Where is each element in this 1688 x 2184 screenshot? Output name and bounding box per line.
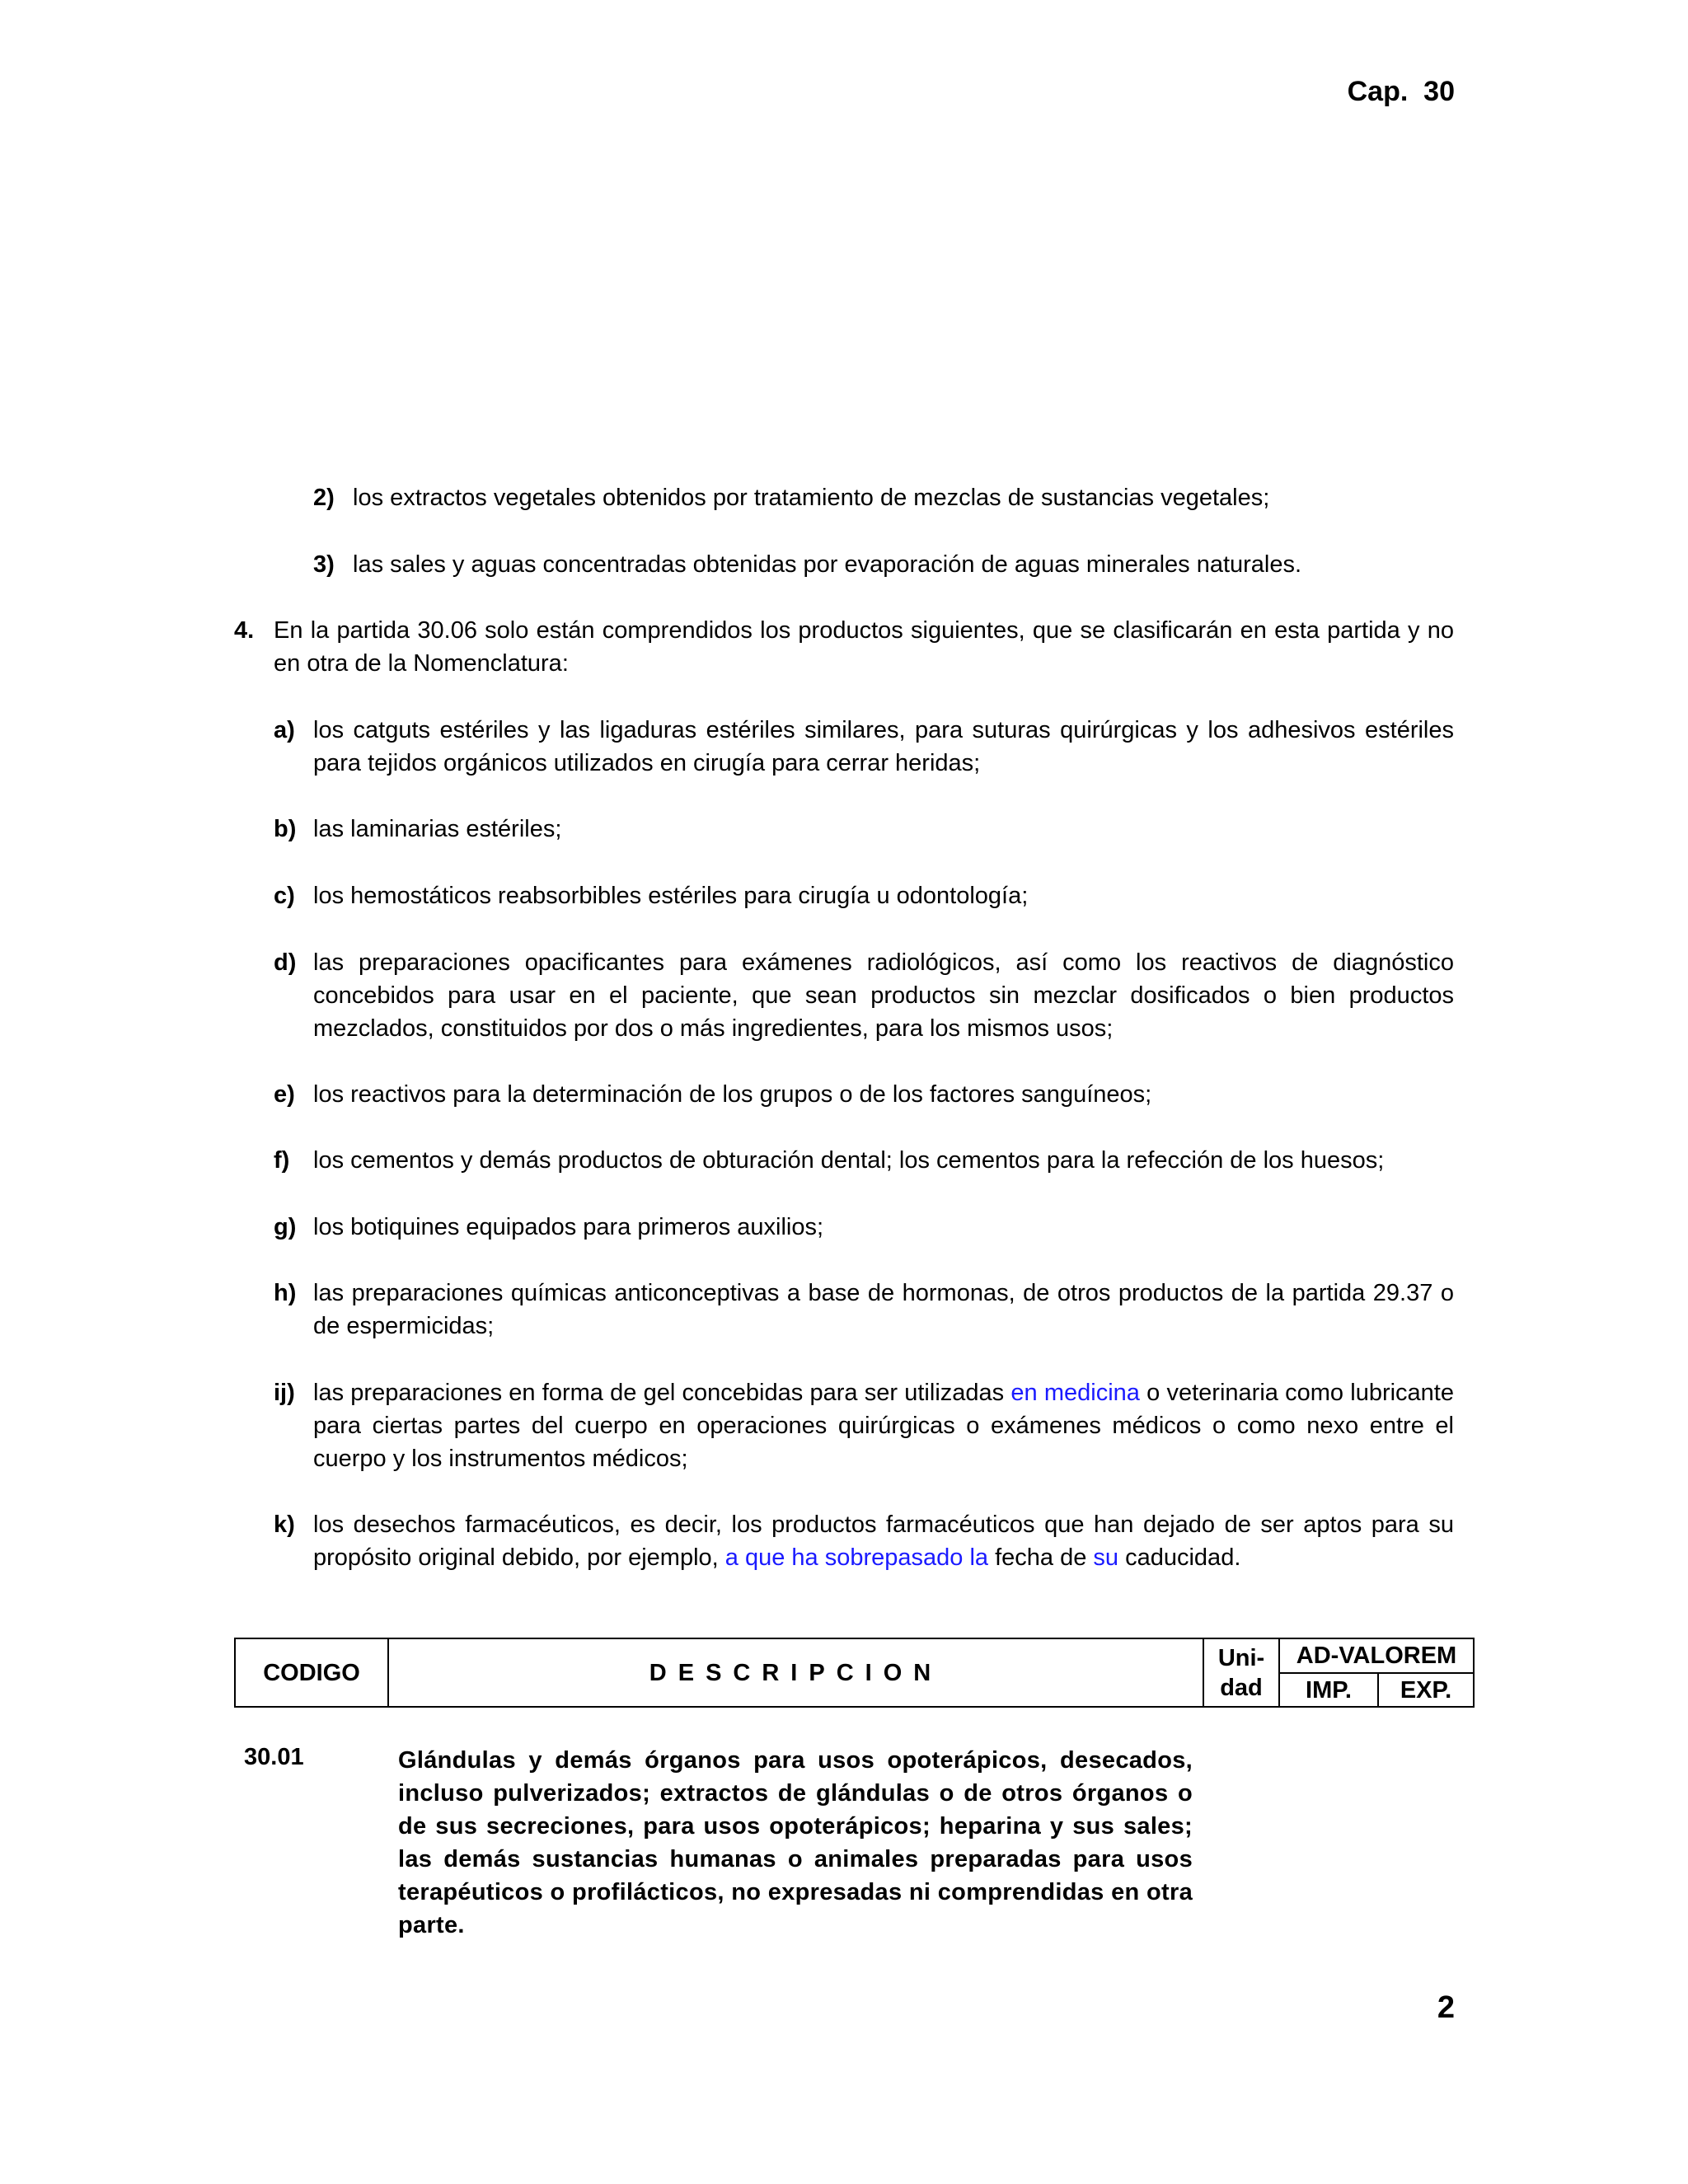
item-marker: h) (274, 1280, 297, 1306)
codigo-header: CODIGO (235, 1638, 388, 1707)
item-text: los cementos y demás productos de obturación dental; los cementos para la refección de los huesos; (313, 1147, 1385, 1174)
item-text: los reactivos para la determinación de los grupos o de los factores sanguíneos; (313, 1081, 1152, 1108)
item-text-part: caducidad. (1118, 1544, 1241, 1571)
descripcion-header: DESCRIPCION (388, 1638, 1203, 1707)
item-text: los catguts estériles y las ligaduras estériles similares, para suturas quirúrgicas y los adhesivos estériles para tejidos orgánicos utilizados en cirugía para cerrar heridas; (313, 717, 1454, 776)
note-marker: 4. (234, 617, 255, 644)
item-marker: c) (274, 883, 295, 909)
item-marker: ij) (274, 1380, 295, 1406)
item-text-part: fecha de (988, 1544, 1094, 1571)
unidad-header-line2: dad (1220, 1674, 1263, 1701)
item-text: las sales y aguas concentradas obtenidas por evaporación de aguas minerales naturales. (353, 551, 1302, 578)
unidad-header (1203, 1638, 1279, 1707)
item-text: los extractos vegetales obtenidos por tratamiento de mezclas de sustancias vegetales; (353, 485, 1270, 511)
note-paragraph (234, 614, 1454, 680)
list-item (274, 1277, 1454, 1343)
item-marker: g) (274, 1214, 297, 1240)
chapter-label: Cap. 30 (1347, 76, 1455, 107)
item-text: los botiquines equipados para primeros auxilios; (313, 1214, 824, 1240)
item-marker: f) (274, 1147, 290, 1174)
item-text (313, 1508, 1454, 1574)
page-number: 2 (1437, 1990, 1455, 2025)
tariff-table-header (234, 1638, 1475, 1708)
highlighted-text: a que ha sobrepasado la (724, 1544, 989, 1571)
item-marker: b) (274, 816, 297, 842)
item-marker: e) (274, 1081, 295, 1108)
item-marker: a) (274, 717, 295, 743)
imp-header: IMP. (1279, 1673, 1378, 1707)
list-item (274, 1376, 1454, 1475)
item-text (313, 1376, 1454, 1475)
ad-valorem-header: AD-VALOREM (1279, 1638, 1474, 1673)
heading-code: 30.01 (244, 1744, 304, 1770)
item-text-part: las preparaciones en forma de gel concebidas para ser utilizadas (313, 1380, 1011, 1406)
item-marker: 3) (313, 551, 335, 578)
list-item (274, 1508, 1454, 1574)
item-text: los hemostáticos reabsorbibles estériles para cirugía u odontología; (313, 883, 1029, 909)
list-item (274, 879, 1454, 912)
list-item (313, 481, 1455, 514)
exp-header: EXP. (1378, 1673, 1474, 1707)
highlighted-text: en medicina (1010, 1380, 1140, 1406)
item-text-part: o veterinaria como lubricante para ciertas partes del cuerpo en operaciones quirúrgicas o exámenes médicos o como nexo entre el cuerpo y los instrumentos médicos; (313, 1380, 1454, 1472)
list-item (274, 813, 1454, 846)
item-text: las preparaciones químicas anticonceptivas a base de hormonas, de otros productos de la partida 29.37 o de espermicidas; (313, 1280, 1454, 1339)
note-text: En la partida 30.06 solo están comprendidos los productos siguientes, que se clasificarán en esta partida y no en otra de la Nomenclatura: (274, 617, 1454, 677)
list-item (313, 548, 1455, 581)
list-item (274, 1211, 1454, 1244)
item-marker: 2) (313, 485, 335, 511)
item-marker: k) (274, 1511, 295, 1538)
item-text-part: los desechos farmacéuticos, es decir, los productos farmacéuticos que han dejado de ser aptos para su propósito original debido, por ejemplo, (313, 1511, 1454, 1571)
list-item (274, 946, 1454, 1045)
highlighted-text: su (1093, 1544, 1119, 1571)
heading-description: Glándulas y demás órganos para usos opoterápicos, desecados, incluso pulverizados; extractos de glándulas o de otros órganos o de sus secreciones, para usos opoterápicos; heparina y sus sales; las demás sustancias humanas o animales preparadas para usos terapéuticos o profilácticos, no expresadas ni comprendidas en otra parte. (398, 1747, 1193, 1938)
unidad-header-line1: Uni- (1217, 1644, 1265, 1671)
item-marker: d) (274, 949, 297, 976)
list-item (274, 714, 1454, 780)
item-text: las preparaciones opacificantes para exámenes radiológicos, así como los reactivos de diagnóstico concebidos para usar en el paciente, que sean productos sin mezclar dosificados o bien productos mezclados, constituidos por dos o más ingredientes, para los mismos usos; (313, 949, 1454, 1042)
list-item (274, 1078, 1454, 1111)
item-text: las laminarias estériles; (313, 816, 562, 842)
list-item (274, 1144, 1454, 1177)
